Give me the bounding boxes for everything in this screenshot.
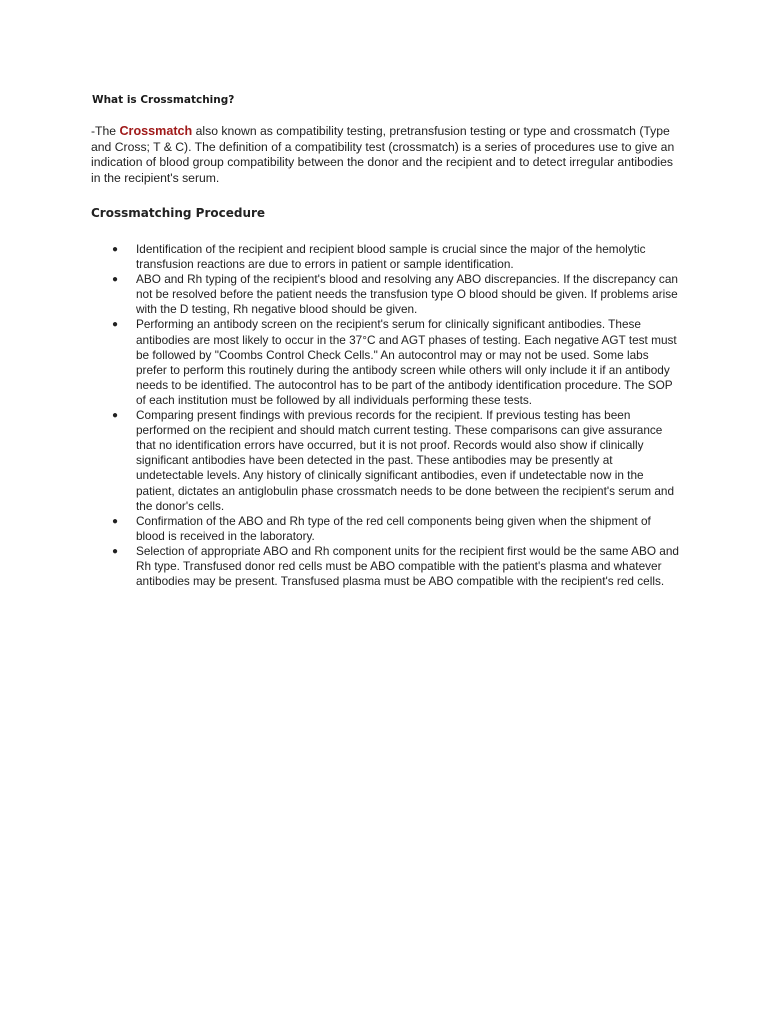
intro-keyword: Crossmatch bbox=[119, 124, 193, 138]
bullet-icon: ● bbox=[112, 244, 119, 255]
list-item-text: Identification of the recipient and recipient blood sample is crucial since the major of the hemolytic transfusion reactions are due to errors in patient or sample identification. bbox=[136, 242, 646, 272]
bullet-icon: ● bbox=[112, 319, 119, 331]
list-item bbox=[91, 272, 681, 317]
procedure-list bbox=[91, 242, 681, 589]
list-item-text: Comparing present findings with previous records for the recipient. If previous testing has been performed on the recipient and should match current testing. These comparisons can give assurance that no identification errors have occurred, but it is not proof. Records would also show if clinically significant antibodies have been detected in the past. These antibodies may be presently at undetectable levels. Any history of clinically significant antibodies, even if undetectable now in the patient, dictates an antiglobulin phase crossmatch needs to be done between the recipient's serum and the donor's cells. bbox=[136, 408, 675, 513]
list-item-text: ABO and Rh typing of the recipient's blood and resolving any ABO discrepancies. If the discrepancy can not be resolved before the patient needs the transfusion type O blood should be given. If problems arise with the D testing, Rh negative blood should be given. bbox=[136, 272, 678, 317]
bullet-icon: ● bbox=[112, 274, 119, 286]
list-item-text: Performing an antibody screen on the recipient's serum for clinically significant antibodies. These antibodies are most likely to occur in the 37°C and AGT phases of testing. Each negative AGT test must be followed by "Coombs Control Check Cells." An autocontrol may or may not be used. Some labs prefer to perform this routinely during the antibody screen while others will only include it if an antibody needs to be identified. The autocontrol has to be part of the antibody identification procedure. The SOP of each institution must be followed by all individuals performing these tests. bbox=[136, 317, 677, 407]
list-item bbox=[91, 408, 681, 514]
intro-text: also known as compatibility testing, pretransfusion testing or type and crossmatch (Type and Cross; T & C). The definition of a compatibility test (crossmatch) is a series of procedures use to give an indication of blood group compatibility between the donor and the recipient and to detect irregular antibodies in the recipient's serum. bbox=[91, 124, 675, 185]
bullet-icon: ● bbox=[112, 515, 119, 527]
list-item bbox=[91, 317, 681, 408]
bullet-icon: ● bbox=[112, 545, 119, 557]
intro-prefix: -The bbox=[91, 124, 120, 138]
list-item bbox=[91, 242, 681, 272]
list-item-text: Confirmation of the ABO and Rh type of the red cell components being given when the shipment of blood is received in the laboratory. bbox=[136, 513, 651, 543]
list-item bbox=[91, 514, 681, 544]
intro-paragraph bbox=[91, 124, 681, 186]
list-item-text: Selection of appropriate ABO and Rh component units for the recipient first would be the same ABO and Rh type. Transfused donor red cells must be ABO compatible with the patient's plasma and whatever antibodies may be present. Transfused plasma must be ABO compatible with the recipient's red cells. bbox=[136, 543, 679, 589]
list-item bbox=[91, 544, 681, 589]
bullet-icon: ● bbox=[112, 410, 119, 422]
document-title: What is Crossmatching? bbox=[92, 94, 235, 106]
section-heading: Crossmatching Procedure bbox=[91, 206, 266, 220]
